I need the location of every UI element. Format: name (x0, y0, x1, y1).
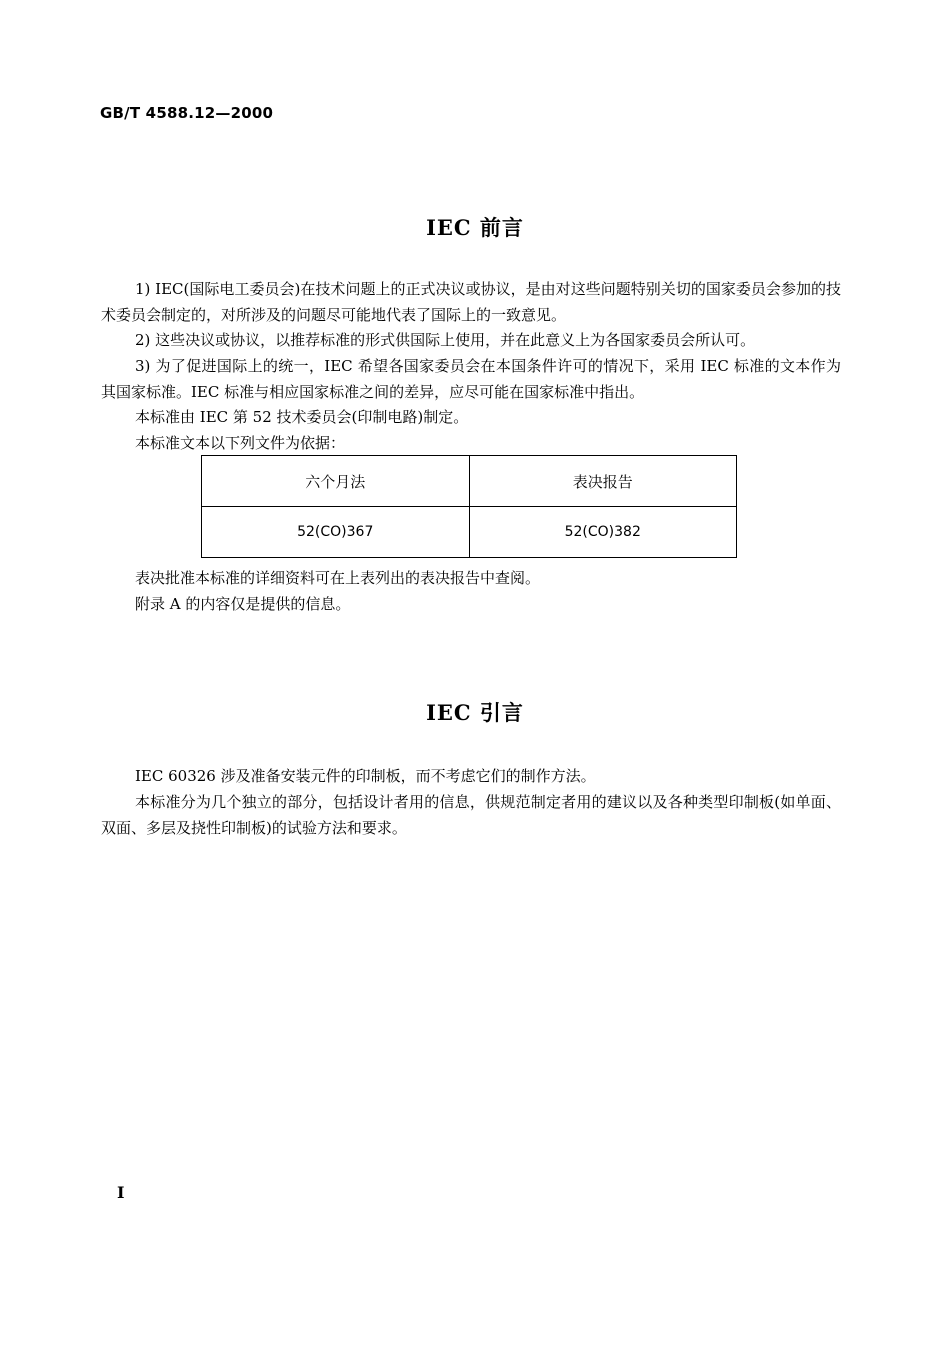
introduction-title: IEC 引言 (426, 700, 524, 725)
introduction-paragraph: IEC 60326 涉及准备安装元件的印制板，而不考虑它们的制作方法。 (135, 767, 596, 785)
foreword-title: IEC 前言 (426, 215, 524, 240)
table-header-cell: 六个月法 (202, 456, 470, 507)
foreword-paragraph: 3) 为了促进国际上的统一，IEC 希望各国家委员会在本国条件许可的情况下，采用 IEC 标准的文本作为其国家标准。IEC 标准与相应国家标准之间的差异，应尽可能在国家标准中指出。 (101, 357, 841, 401)
foreword-paragraph: 本标准文本以下列文件为依据： (135, 434, 346, 452)
table-row (202, 507, 737, 558)
introduction-paragraph: 本标准分为几个独立的部分，包括设计者用的信息，供规范制定者用的建议以及各种类型印制板(如单面、双面、多层及挠性印制板)的试验方法和要求。 (101, 793, 841, 837)
table-cell: 52(CO)382 (469, 507, 737, 558)
foreword-paragraph: 本标准由 IEC 第 52 技术委员会(印制电路)制定。 (135, 408, 469, 426)
foreword-paragraph: 表决批准本标准的详细资料可在上表列出的表决报告中查阅。 (135, 569, 541, 587)
page-number: I (117, 1183, 125, 1202)
standard-number: GB/T 4588.12—2000 (100, 104, 274, 122)
table-header-cell: 表决报告 (469, 456, 737, 507)
foreword-paragraph: 附录 A 的内容仅是提供的信息。 (135, 595, 351, 613)
foreword-paragraph: 2) 这些决议或协议，以推荐标准的形式供国际上使用，并在此意义上为各国家委员会所认可。 (135, 331, 756, 349)
table-header-row (202, 456, 737, 507)
document-basis-table (201, 455, 737, 558)
foreword-paragraph: 1) IEC(国际电工委员会)在技术问题上的正式决议或协议，是由对这些问题特别关切的国家委员会参加的技术委员会制定的，对所涉及的问题尽可能地代表了国际上的一致意见。 (101, 280, 841, 324)
table-cell: 52(CO)367 (202, 507, 470, 558)
